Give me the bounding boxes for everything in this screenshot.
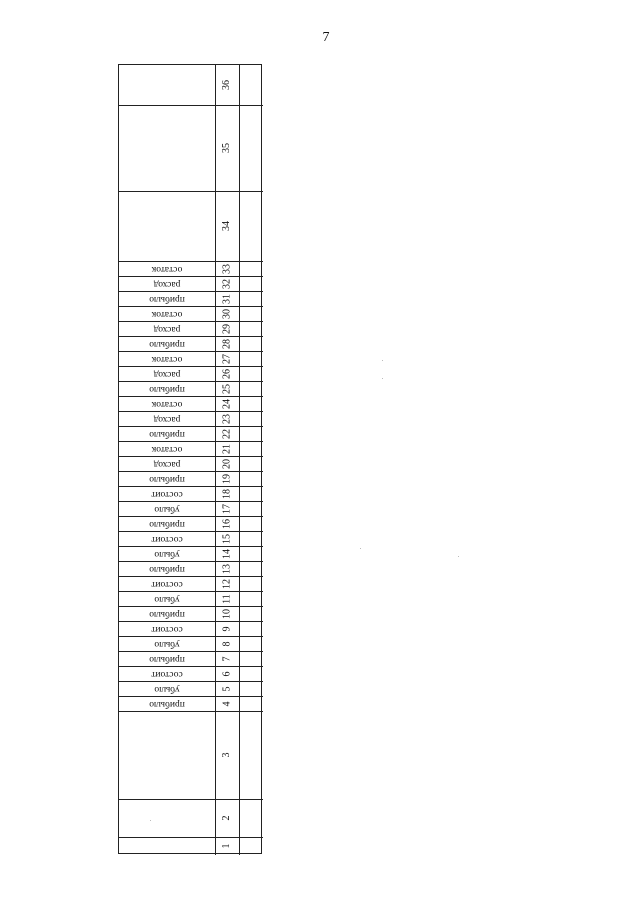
scan-speck — [382, 378, 383, 379]
column-header: прибыло — [149, 519, 185, 530]
column-header: расход — [153, 459, 181, 470]
column-number: 32 — [221, 278, 232, 289]
column-number: 6 — [221, 671, 232, 676]
column-header: прибыло — [149, 654, 185, 665]
column-number: 31 — [221, 293, 232, 304]
column-header: прибыло — [149, 294, 185, 305]
column-header: расход — [153, 324, 181, 335]
column-number: 1 — [221, 843, 232, 849]
column-header: состоит — [151, 534, 183, 545]
column-header: расход — [153, 414, 181, 425]
table-row-divider — [119, 105, 263, 106]
table-row-divider — [119, 799, 263, 800]
column-number: 15 — [221, 533, 232, 544]
scan-speck — [360, 548, 361, 549]
column-number: 19 — [221, 473, 232, 484]
column-number: 28 — [221, 338, 232, 349]
column-number: 23 — [221, 413, 232, 424]
column-header: остаток — [151, 264, 183, 275]
column-header: убыло — [154, 504, 180, 515]
column-number: 10 — [221, 608, 232, 619]
column-number: 13 — [221, 563, 232, 574]
table-row-divider — [119, 191, 263, 192]
column-number: 25 — [221, 383, 232, 394]
column-header: состоит — [151, 579, 183, 590]
rotated-table — [118, 64, 262, 854]
column-number: 33 — [221, 263, 232, 274]
column-header: прибыло — [149, 609, 185, 620]
column-header: убыло — [154, 639, 180, 650]
column-header: остаток — [151, 309, 183, 320]
column-number: 26 — [221, 368, 232, 379]
column-number: 3 — [221, 752, 232, 758]
column-number: 29 — [221, 323, 232, 334]
column-number: 11 — [221, 593, 232, 604]
column-number: 20 — [221, 458, 232, 469]
column-number: 17 — [221, 503, 232, 514]
column-header: прибыло — [149, 429, 185, 440]
scan-speck — [150, 820, 151, 821]
column-header: состоит — [151, 624, 183, 635]
scan-speck — [458, 556, 459, 557]
column-number: 5 — [221, 686, 232, 691]
table-row-divider — [119, 711, 263, 712]
column-header: убыло — [154, 594, 180, 605]
table-row-divider — [119, 837, 263, 838]
column-number: 9 — [221, 626, 232, 631]
scan-speck — [382, 360, 383, 361]
column-header: состоит — [151, 669, 183, 680]
column-header: расход — [153, 369, 181, 380]
column-number: 21 — [221, 443, 232, 454]
column-header: остаток — [151, 354, 183, 365]
column-number: 34 — [221, 221, 232, 231]
column-number: 8 — [221, 641, 232, 646]
column-number: 4 — [221, 701, 232, 706]
column-number: 27 — [221, 353, 232, 364]
column-header: убыло — [154, 684, 180, 695]
column-number: 30 — [221, 308, 232, 319]
column-number: 22 — [221, 428, 232, 439]
column-header: состоит — [151, 489, 183, 500]
column-number: 24 — [221, 398, 232, 409]
column-number: 18 — [221, 488, 232, 499]
column-number: 36 — [221, 80, 232, 90]
column-header: прибыло — [149, 564, 185, 575]
column-number: 7 — [221, 656, 232, 661]
column-number: 12 — [221, 578, 232, 589]
column-number: 14 — [221, 548, 232, 559]
column-header: остаток — [151, 399, 183, 410]
column-header: прибыло — [149, 384, 185, 395]
page-number: 7 — [322, 30, 330, 45]
column-header: прибыло — [149, 699, 185, 710]
column-header: остаток — [151, 444, 183, 455]
column-header: прибыло — [149, 339, 185, 350]
column-number: 35 — [221, 143, 232, 153]
column-header: убыло — [154, 549, 180, 560]
column-number: 2 — [221, 815, 232, 821]
column-header: расход — [153, 279, 181, 290]
column-header: прибыло — [149, 474, 185, 485]
column-number: 16 — [221, 518, 232, 529]
